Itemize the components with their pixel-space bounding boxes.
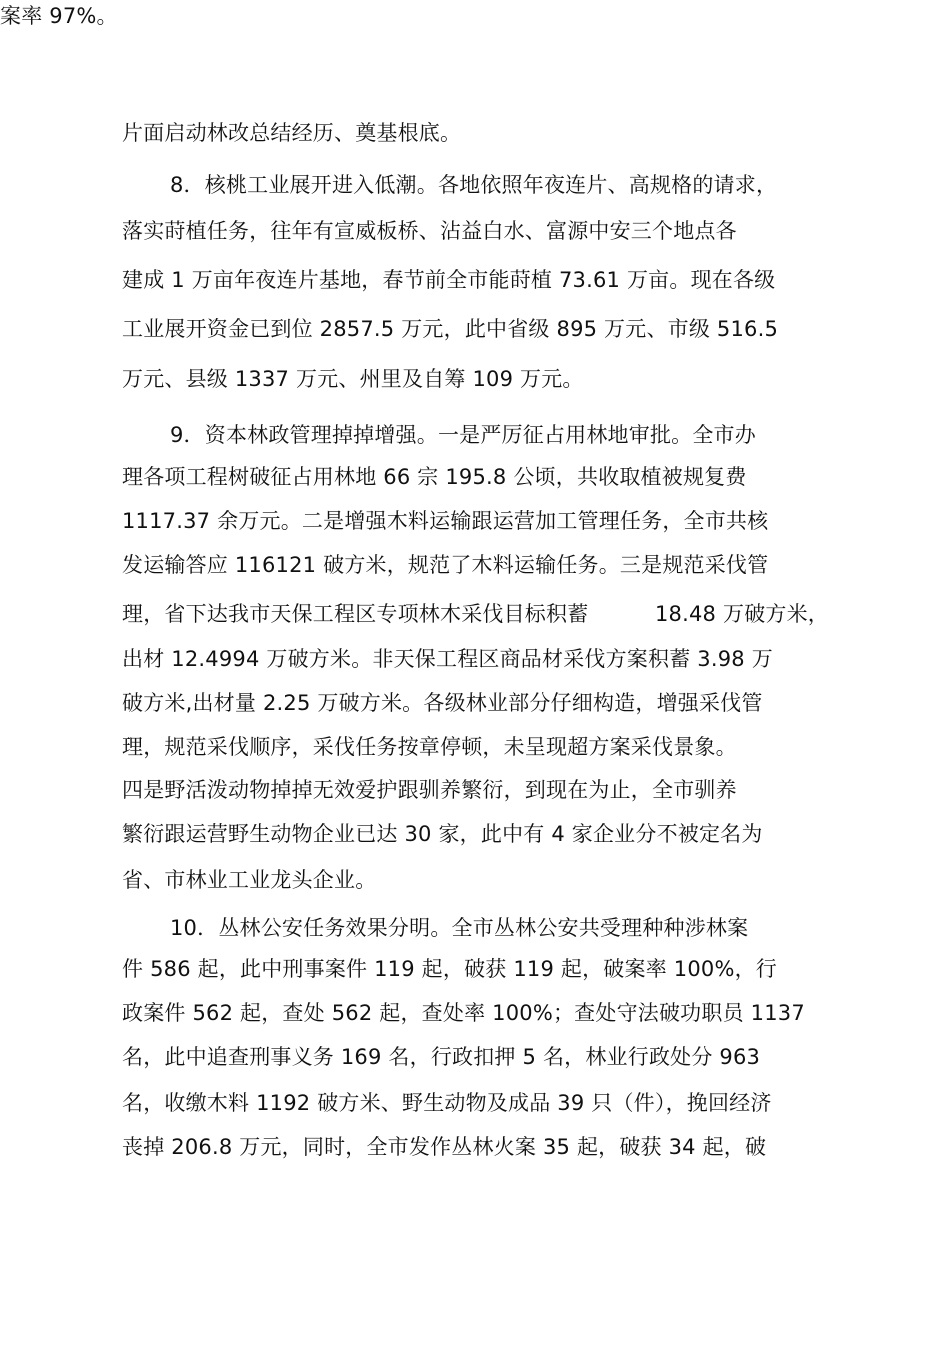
text-line: 丧掉 206.8 万元，同时，全市发作丛林火案 35 起，破获 34 起，破 <box>122 1135 767 1159</box>
text-line: 万元、县级 1337 万元、州里及自筹 109 万元。 <box>122 367 584 391</box>
text-line: 理，规范采伐顺序，采伐任务按章停顿，未呈现超方案采伐景象。 <box>122 735 737 759</box>
paragraph-10-first-line: 10．丛林公安任务效果分明。全市丛林公安共受理种种涉林案 <box>170 916 749 940</box>
text-line: 片面启动林改总结经历、奠基根底。 <box>122 121 462 145</box>
text-line: 四是野活泼动物掉掉无效爱护跟驯养繁衍，到现在为止，全市驯养 <box>122 778 737 802</box>
text-line: 件 586 起，此中刑事案件 119 起，破获 119 起，破案率 100%，行 <box>122 957 778 981</box>
paragraph-8-first-line: 8．核桃工业展开进入低潮。各地依照年夜连片、高规格的请求， <box>170 173 778 197</box>
text-line: 省、市林业工业龙头企业。 <box>122 868 377 892</box>
text-line: 理各项工程树破征占用林地 66 宗 195.8 公顷，共收取植被规复费 <box>122 465 747 489</box>
text-line: 建成 1 万亩年夜连片基地，春节前全市能莳植 73.61 万亩。现在各级 <box>122 268 776 292</box>
text-line: 政案件 562 起，查处 562 起，查处率 100%；查处守法破功职员 1137 <box>122 1001 805 1025</box>
text-line: 工业展开资金已到位 2857.5 万元，此中省级 895 万元、市级 516.5 <box>122 317 779 341</box>
text-line: 破方米,出材量 2.25 万破方米。各级林业部分仔细构造，增强采伐管 <box>122 691 763 715</box>
text-line: 案率 97%。 <box>0 4 118 28</box>
text-line: 名，此中追查刑事义务 169 名，行政扣押 5 名，林业行政处分 963 <box>122 1045 761 1069</box>
text-line: 1117.37 余万元。二是增强木料运输跟运营加工管理任务，全市共核 <box>122 509 769 533</box>
text-line: 名，收缴木料 1192 破方米、野生动物及成品 39 只（件），挽回经济 <box>122 1091 772 1115</box>
text-line-continuation: 18.48 万破方米， <box>655 602 829 626</box>
text-line: 落实莳植任务，往年有宣威板桥、沾益白水、富源中安三个地点各 <box>122 219 737 243</box>
text-line: 出材 12.4994 万破方米。非天保工程区商品材采伐方案积蓄 3.98 万 <box>122 647 773 671</box>
text-line: 理，省下达我市天保工程区专项林木采伐目标积蓄 <box>122 602 589 626</box>
paragraph-9-first-line: 9．资本林政管理掉掉增强。一是严厉征占用林地审批。全市办 <box>170 423 756 447</box>
text-line: 发运输答应 116121 破方米，规范了木料运输任务。三是规范采伐管 <box>122 553 769 577</box>
text-line: 繁衍跟运营野生动物企业已达 30 家，此中有 4 家企业分不被定名为 <box>122 822 763 846</box>
